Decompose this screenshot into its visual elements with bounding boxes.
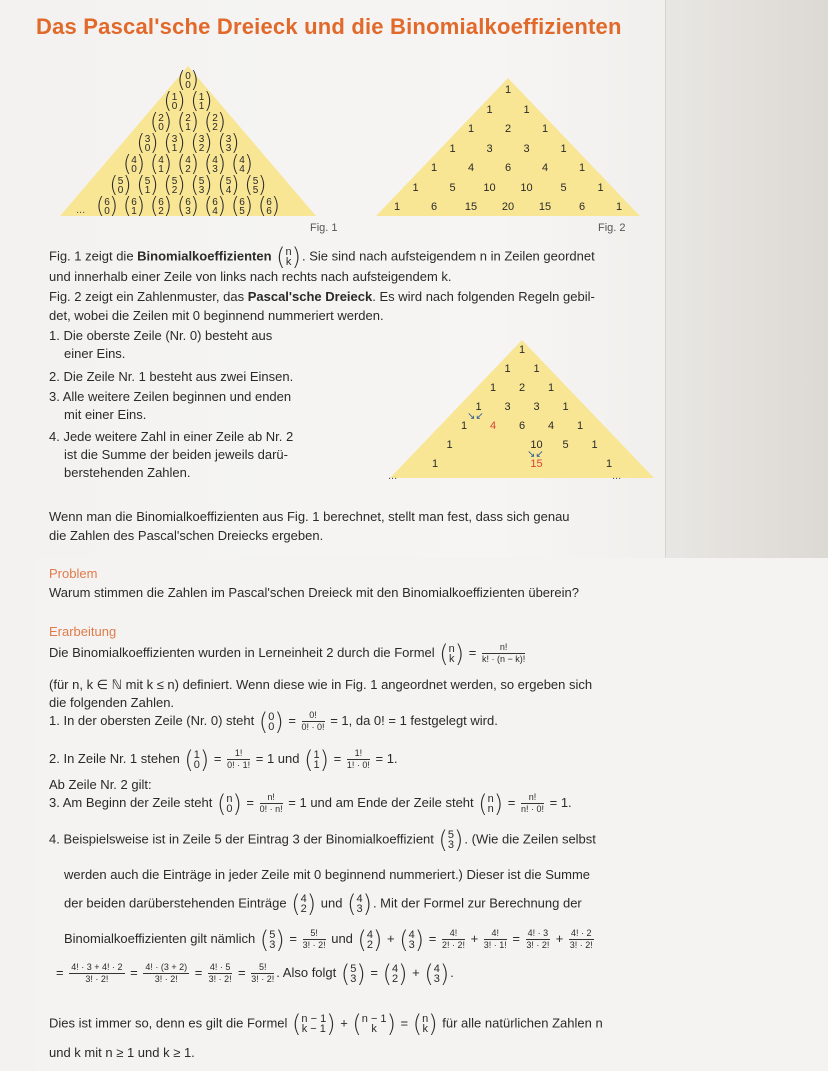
fig2-number: 10 xyxy=(520,181,533,194)
fig1-binom-6-0: ( ) 6 0 xyxy=(96,194,118,219)
fig1-binom-6-4: ( ) 6 4 xyxy=(204,194,226,219)
fig1-binom-3-1: ( ) 3 1 xyxy=(163,131,186,156)
step-3: 3. Am Beginn der Zeile steht ( n 0 ) = $\frac{n!}{0! \cdot n!}$ = 1 und am Ende der Zeile steht ( n n ) = $\frac{n!}{n! \cdot 0!}$ = 1. xyxy=(49,789,572,818)
intro-line-3: Fig. 2 zeigt ein Zahlenmuster, das Pascal'sche Dreieck. Es wird nach folgenden Regeln gebil- xyxy=(49,289,595,304)
intro-line-1: Fig. 1 zeigt die Binomialkoeffizienten ( n k ). Sie sind nach aufsteigendem n in Zeilen geordnet xyxy=(49,243,595,271)
rule-line: 2. Die Zeile Nr. 1 besteht aus zwei Einsen. xyxy=(49,369,294,384)
fig1-binom-5-1: ( ) 5 1 xyxy=(136,173,159,198)
fig3-number: 1 xyxy=(489,382,497,394)
step-1: 1. In der obersten Zeile (Nr. 0) steht ( 0 0 ) = $\frac{0!}{0! \cdot 0!}$ = 1, da 0! = 1 festgelegt wird. xyxy=(49,707,498,736)
summary-line-2: die Zahlen des Pascal'schen Dreiecks ergeben. xyxy=(49,528,324,543)
fig1-binom-4-3: ( ) 4 3 xyxy=(204,152,226,177)
fig3-dots-right: ... xyxy=(612,470,622,482)
fig3-number: 1 xyxy=(431,458,439,470)
fig3-number: 1 xyxy=(504,363,511,375)
fig3-number: 6 xyxy=(518,420,526,432)
fig3-number: 1 xyxy=(475,401,482,413)
fig1-binom-4-4: ( ) 4 4 xyxy=(231,152,253,177)
fig2-number: 2 xyxy=(504,123,512,135)
fig2-number: 20 xyxy=(501,201,515,213)
rule-line: 3. Alle weitere Zeilen beginnen und enden xyxy=(49,389,292,404)
problem-text: Warum stimmen die Zahlen im Pascal'schen Dreieck mit den Binomialkoeffizienten überein? xyxy=(49,585,579,600)
fig1-binom-6-1: ( ) 6 1 xyxy=(123,194,145,219)
fig1-binom-4-2: ( ) 4 2 xyxy=(177,152,199,177)
intro-line-2: und innerhalb einer Zeile von links nach rechts nach aufsteigendem k. xyxy=(49,269,452,284)
fig2-number: 10 xyxy=(483,181,496,194)
rule-line: mit einer Eins. xyxy=(64,407,147,422)
fig3-number: 15 xyxy=(530,458,543,470)
binom-n-k: ( n k ) xyxy=(276,243,302,271)
fig2-number: 1 xyxy=(412,181,419,194)
step-4-line-1: 4. Beispielsweise ist in Zeile 5 der Eintrag 3 der Binomialkoeffizient ( 5 3 ). (Wie die Zeilen selbst xyxy=(49,826,596,854)
fig3-number: 3 xyxy=(533,401,540,413)
fig3-number: 1 xyxy=(591,439,598,451)
fig1-binom-0-0: ( ) 0 0 xyxy=(177,68,199,93)
fig3-number: 1 xyxy=(460,420,468,432)
step-4-line-3: der beiden darüberstehenden Einträge ( 4 2 ) und ( 4 3 ). Mit der Formel zur Berechnung der xyxy=(64,890,582,918)
fig1-binom-3-2: ( ) 3 2 xyxy=(190,131,213,156)
fig2-number: 1 xyxy=(560,142,567,155)
fig1-binom-6-5: ( ) 6 5 xyxy=(231,194,253,219)
rule-line: berstehenden Zahlen. xyxy=(64,465,191,480)
fig2-number: 3 xyxy=(523,142,530,155)
fig1-binom-6-3: ( ) 6 3 xyxy=(177,194,199,219)
fig2-number: 1 xyxy=(504,84,512,96)
fig2-number: 15 xyxy=(538,201,552,213)
page-margin xyxy=(665,0,828,560)
fig2-number: 15 xyxy=(464,201,478,213)
summary-line-1: Wenn man die Binomialkoeffizienten aus Fig. 1 berechnet, stellt man fest, dass sich genau xyxy=(49,509,570,524)
fig1-binom-5-4: ( ) 5 4 xyxy=(217,173,240,198)
step-4-line-4: Binomialkoeffizienten gilt nämlich ( 5 3 ) = $\frac{5!}{3! \cdot 2!}$ und ( 4 2 ) + ( 4 3 ) = $\frac{4!}{2! \cdot 2!}$ + $\frac{4!}{3! \cdot 1!}$ = $\frac{4! \cdot 3}{3! \cdot 2!}$ + $\frac{4! \cdot 2}{3! \cdot 2!}$ xyxy=(64,925,593,954)
fig2-number: 6 xyxy=(430,201,438,213)
from-row-2: Ab Zeile Nr. 2 gilt: xyxy=(49,777,152,792)
fig3-number: 1 xyxy=(562,401,569,413)
fig2-number: 1 xyxy=(430,162,438,174)
fig2-number: 1 xyxy=(486,103,493,116)
step-4-line-5: = $\frac{4! \cdot 3 + 4! \cdot 2}{3! \cdot 2!}$ = $\frac{4! \cdot (3 + 2)}{3! \cdot 2!}$ = $\frac{4! \cdot 5}{3! \cdot 2!}$ = $\frac{5!}{3! \cdot 2!}$ . Also folgt ( 5 3 ) = ( 4 2 ) + ( 4 3 ). xyxy=(56,959,454,988)
fig3-number: 1 xyxy=(547,382,555,394)
fig3-number: 1 xyxy=(533,363,540,375)
problem-heading: Problem xyxy=(49,566,98,581)
fig3-number: 10 xyxy=(530,439,543,451)
fig1-binom-2-0: ( ) 2 0 xyxy=(150,110,172,135)
intro-line-4: det, wobei die Zeilen mit 0 beginnend nummeriert werden. xyxy=(49,308,384,323)
fig3-number: 4 xyxy=(547,420,555,432)
rule-line: 1. Die oberste Zeile (Nr. 0) besteht aus xyxy=(49,328,273,343)
erarbeitung-line-3: die folgenden Zahlen. xyxy=(49,695,175,710)
fig2-caption: Fig. 2 xyxy=(598,222,626,234)
fig1-binom-1-0: ( ) 1 0 xyxy=(163,89,186,114)
fig1-binom-6-6: ( ) 6 6 xyxy=(258,194,280,219)
fig2-number: 6 xyxy=(504,162,512,174)
fig1-caption: Fig. 1 xyxy=(310,222,338,234)
fig2-number: 1 xyxy=(467,123,475,135)
fig2-number: 5 xyxy=(560,181,567,194)
fig1-binom-5-5: ( ) 5 5 xyxy=(244,173,267,198)
fig2-number: 4 xyxy=(541,162,549,174)
fig2-number: 1 xyxy=(615,201,623,213)
fig2-number: 5 xyxy=(449,181,456,194)
fig2-number: 1 xyxy=(393,201,401,213)
fig1-binom-4-1: ( ) 4 1 xyxy=(150,152,172,177)
fig3-number: 1 xyxy=(518,344,526,356)
fig3-number: 1 xyxy=(605,458,613,470)
fig1-binom-3-3: ( ) 3 3 xyxy=(217,131,240,156)
fig1-binom-2-1: ( ) 2 1 xyxy=(177,110,199,135)
fig2-number: 1 xyxy=(597,181,604,194)
fig1-binom-6-2: ( ) 6 2 xyxy=(150,194,172,219)
erarbeitung-line-2: (für n, k ∈ ℕ mit k ≤ n) definiert. Wenn diese wie in Fig. 1 angeordnet werden, so ergeben sich xyxy=(49,677,593,692)
fig3-number: 4 xyxy=(489,420,497,432)
fig2-number: 4 xyxy=(467,162,475,174)
sum-arrows-icon: ↘↙ xyxy=(527,449,544,460)
fig1-binom-4-0: ( ) 4 0 xyxy=(123,152,145,177)
fig1-binom-5-0: ( ) 5 0 xyxy=(109,173,132,198)
fig2-number: 1 xyxy=(578,162,586,174)
fig3-number: 2 xyxy=(518,382,526,394)
fig1-binom-1-1: ( ) 1 1 xyxy=(190,89,213,114)
sum-arrows-icon: ↘↙ xyxy=(467,411,484,422)
fig1-dots: ... xyxy=(76,204,86,216)
fig3-number: 5 xyxy=(562,439,569,451)
fig1-binom-2-2: ( ) 2 2 xyxy=(204,110,226,135)
final-line-2: und k mit n ≥ 1 und k ≥ 1. xyxy=(49,1045,195,1060)
step-2: 2. In Zeile Nr. 1 stehen ( 1 0 ) = $\frac{1!}{0! \cdot 1!}$ = 1 und ( 1 1 ) = $\frac{1!}{1! \cdot 0!}$ = 1. xyxy=(49,745,398,774)
fig2-number: 3 xyxy=(486,142,493,155)
step-4-line-2: werden auch die Einträge in jeder Zeile mit 0 beginnend nummeriert.) Dieser ist die Summe xyxy=(64,867,591,882)
fig3-number: 1 xyxy=(576,420,584,432)
fig2-number: 1 xyxy=(449,142,456,155)
fig2-number: 1 xyxy=(541,123,549,135)
fig3-dots-left: ... xyxy=(388,470,398,482)
page-title: Das Pascal'sche Dreieck und die Binomialkoeffizienten xyxy=(36,14,622,39)
fig1-binom-5-3: ( ) 5 3 xyxy=(190,173,213,198)
fig2-triangle xyxy=(376,78,640,216)
erarbeitung-line-1: Die Binomialkoeffizienten wurden in Lerneinheit 2 durch die Formel ( n k ) = $\frac{n!}{k! \cdot (n - k)!}$ xyxy=(49,639,526,668)
rule-line: ist die Summe der beiden jeweils darü- xyxy=(64,447,288,462)
fig2-number: 6 xyxy=(578,201,586,213)
erarbeitung-heading: Erarbeitung xyxy=(49,624,117,639)
fig2-number: 1 xyxy=(523,103,530,116)
fig3-number: 1 xyxy=(446,439,453,451)
rule-line: einer Eins. xyxy=(64,346,126,361)
rule-line: 4. Jede weitere Zahl in einer Zeile ab Nr. 2 xyxy=(49,429,294,444)
fig1-binom-3-0: ( ) 3 0 xyxy=(136,131,159,156)
fig3-number: 3 xyxy=(504,401,511,413)
final-formula-line: Dies ist immer so, denn es gilt die Formel ( n − 1 k − 1 ) + ( n − 1 k ) = ( n k ) für alle natürlichen Zahlen n xyxy=(49,1010,603,1038)
fig1-binom-5-2: ( ) 5 2 xyxy=(163,173,186,198)
